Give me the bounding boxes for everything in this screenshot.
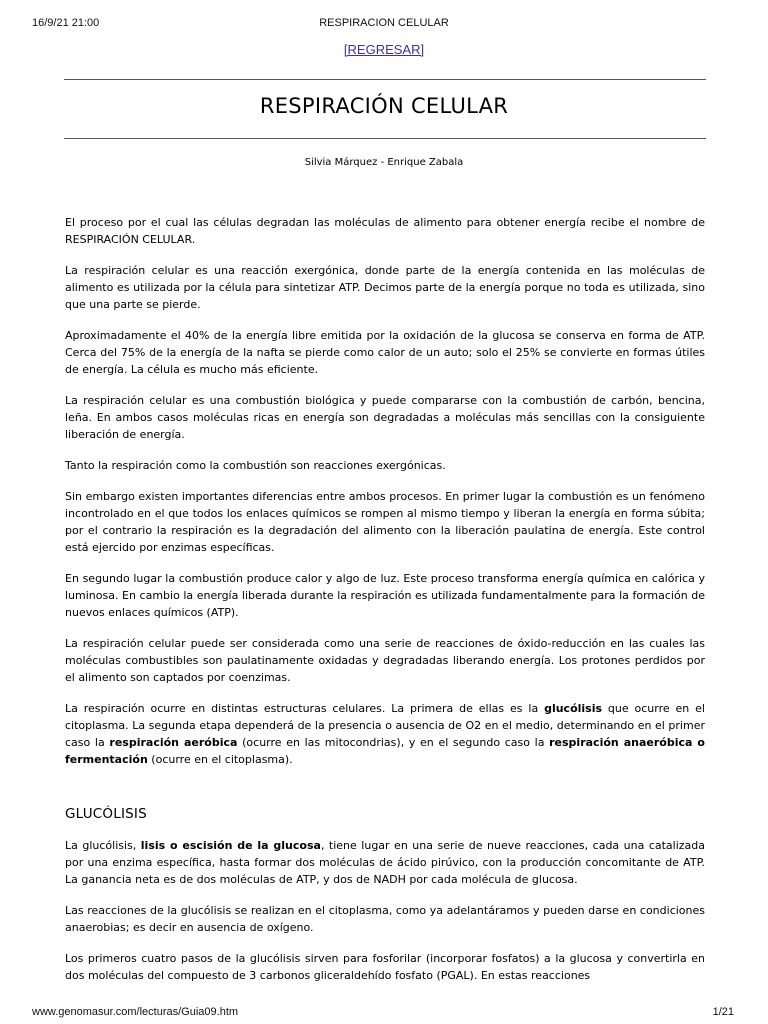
paragraph: Las reacciones de la glucólisis se realizan en el citoplasma, como ya adelantáramos y pueden darse en condiciones anaerobias; es decir en ausencia de oxígeno. — [65, 904, 705, 934]
article-body — [65, 214, 705, 998]
paragraph: La respiración celular es una reacción exergónica, donde parte de la energía contenida en las moléculas de alimento es utilizada por la célula para sintetizar ATP. Decimos parte de la energía porque no toda es utilizada, sino que una parte se pierde. — [65, 264, 705, 311]
term-respiracion-aerobica: respiración aeróbica — [109, 736, 238, 749]
paragraph: En segundo lugar la combustión produce calor y algo de luz. Este proceso transforma energía química en calórica y luminosa. En cambio la energía liberada durante la respiración es utilizada fundamentalmente para la formación de nuevos enlaces químicos (ATP). — [65, 572, 705, 619]
paragraph: La respiración celular es una combustión biológica y puede compararse con la combustión de carbón, bencina, leña. En ambos casos moléculas ricas en energía son degradadas a moléculas más sencillas con la consiguiente liberación de energía. — [65, 394, 705, 441]
paragraph: Los primeros cuatro pasos de la glucólisis sirven para fosforilar (incorporar fosfatos) a la glucosa y convertirla en dos moléculas del compuesto de 3 carbonos gliceraldehído fosfato (PGAL). En estas reacciones — [65, 952, 705, 982]
page-url: www.genomasur.com/lecturas/Guia09.htm — [32, 1006, 239, 1018]
paragraph: Aproximadamente el 40% de la energía libre emitida por la oxidación de la glucosa se conserva en forma de ATP. Cerca del 75% de la energía de la nafta se pierde como calor de un auto; solo el 25% se convierte en formas útiles de energía. La célula es mucho más eficiente. — [65, 329, 705, 376]
back-link[interactable]: [REGRESAR] — [343, 42, 425, 57]
page-number: 1/21 — [712, 1006, 734, 1018]
term-lisis-glucosa: lisis o escisión de la glucosa — [140, 839, 321, 852]
paragraph: Tanto la respiración como la combustión son reacciones exergónicas. — [65, 459, 446, 472]
term-respiracion-anaerobica: respiración anaeróbica o fermentación — [65, 736, 705, 766]
title-divider — [64, 138, 706, 139]
back-link-container — [0, 42, 768, 57]
top-divider — [64, 79, 706, 80]
text-run: La glucólisis, — [65, 839, 141, 852]
paragraph: Sin embargo existen importantes diferencias entre ambos procesos. En primer lugar la combustión es un fenómeno incontrolado en el que todos los enlaces químicos se rompen al mismo tiempo y liberan la energía en forma súbita; por el contrario la respiración es la degradación del alimento con la liberación paulatina de energía. Este control está ejercido por enzimas específicas. — [65, 490, 705, 554]
paragraph: El proceso por el cual las células degradan las moléculas de alimento para obtener energía recibe el nombre de RESPIRACIÓN CELULAR. — [65, 216, 705, 246]
text-run: La respiración ocurre en distintas estructuras celulares. La primera de ellas es la — [65, 702, 545, 715]
print-page-title: RESPIRACION CELULAR — [319, 17, 449, 29]
paragraph: La respiración celular puede ser considerada como una serie de reacciones de óxido-reducción en las cuales las moléculas combustibles son paulatinamente oxidadas y degradadas liberando energía. Los protones perdidos por el alimento son captados por coenzimas. — [65, 637, 705, 684]
text-run: (ocurre en el citoplasma). — [147, 753, 293, 766]
paragraph — [65, 700, 705, 768]
page-title: RESPIRACIÓN CELULAR — [259, 94, 509, 118]
authors: Silvia Márquez - Enrique Zabala — [304, 157, 464, 168]
text-run: , tiene lugar en una serie de nueve reacciones, cada una catalizada por una enzima específica, hasta formar dos moléculas de ácido pirúvico, con la producción concomitante de ATP. La ganancia neta es de dos moléculas de ATP, y dos de NADH por cada molécula de glucosa. — [65, 839, 706, 886]
text-run: (ocurre en las mitocondrias), y en el segundo caso la — [237, 736, 550, 749]
text-run: que ocurre en el citoplasma. La segunda etapa dependerá de la presencia o ausencia de O2 en el medio, determinando en el primer caso la — [65, 702, 705, 749]
term-glucolisis: glucólisis — [544, 702, 603, 715]
paragraph — [65, 837, 705, 888]
print-datetime: 16/9/21 21:00 — [32, 17, 100, 29]
section-heading-glucolisis: GLUCÓLISIS — [65, 806, 147, 822]
